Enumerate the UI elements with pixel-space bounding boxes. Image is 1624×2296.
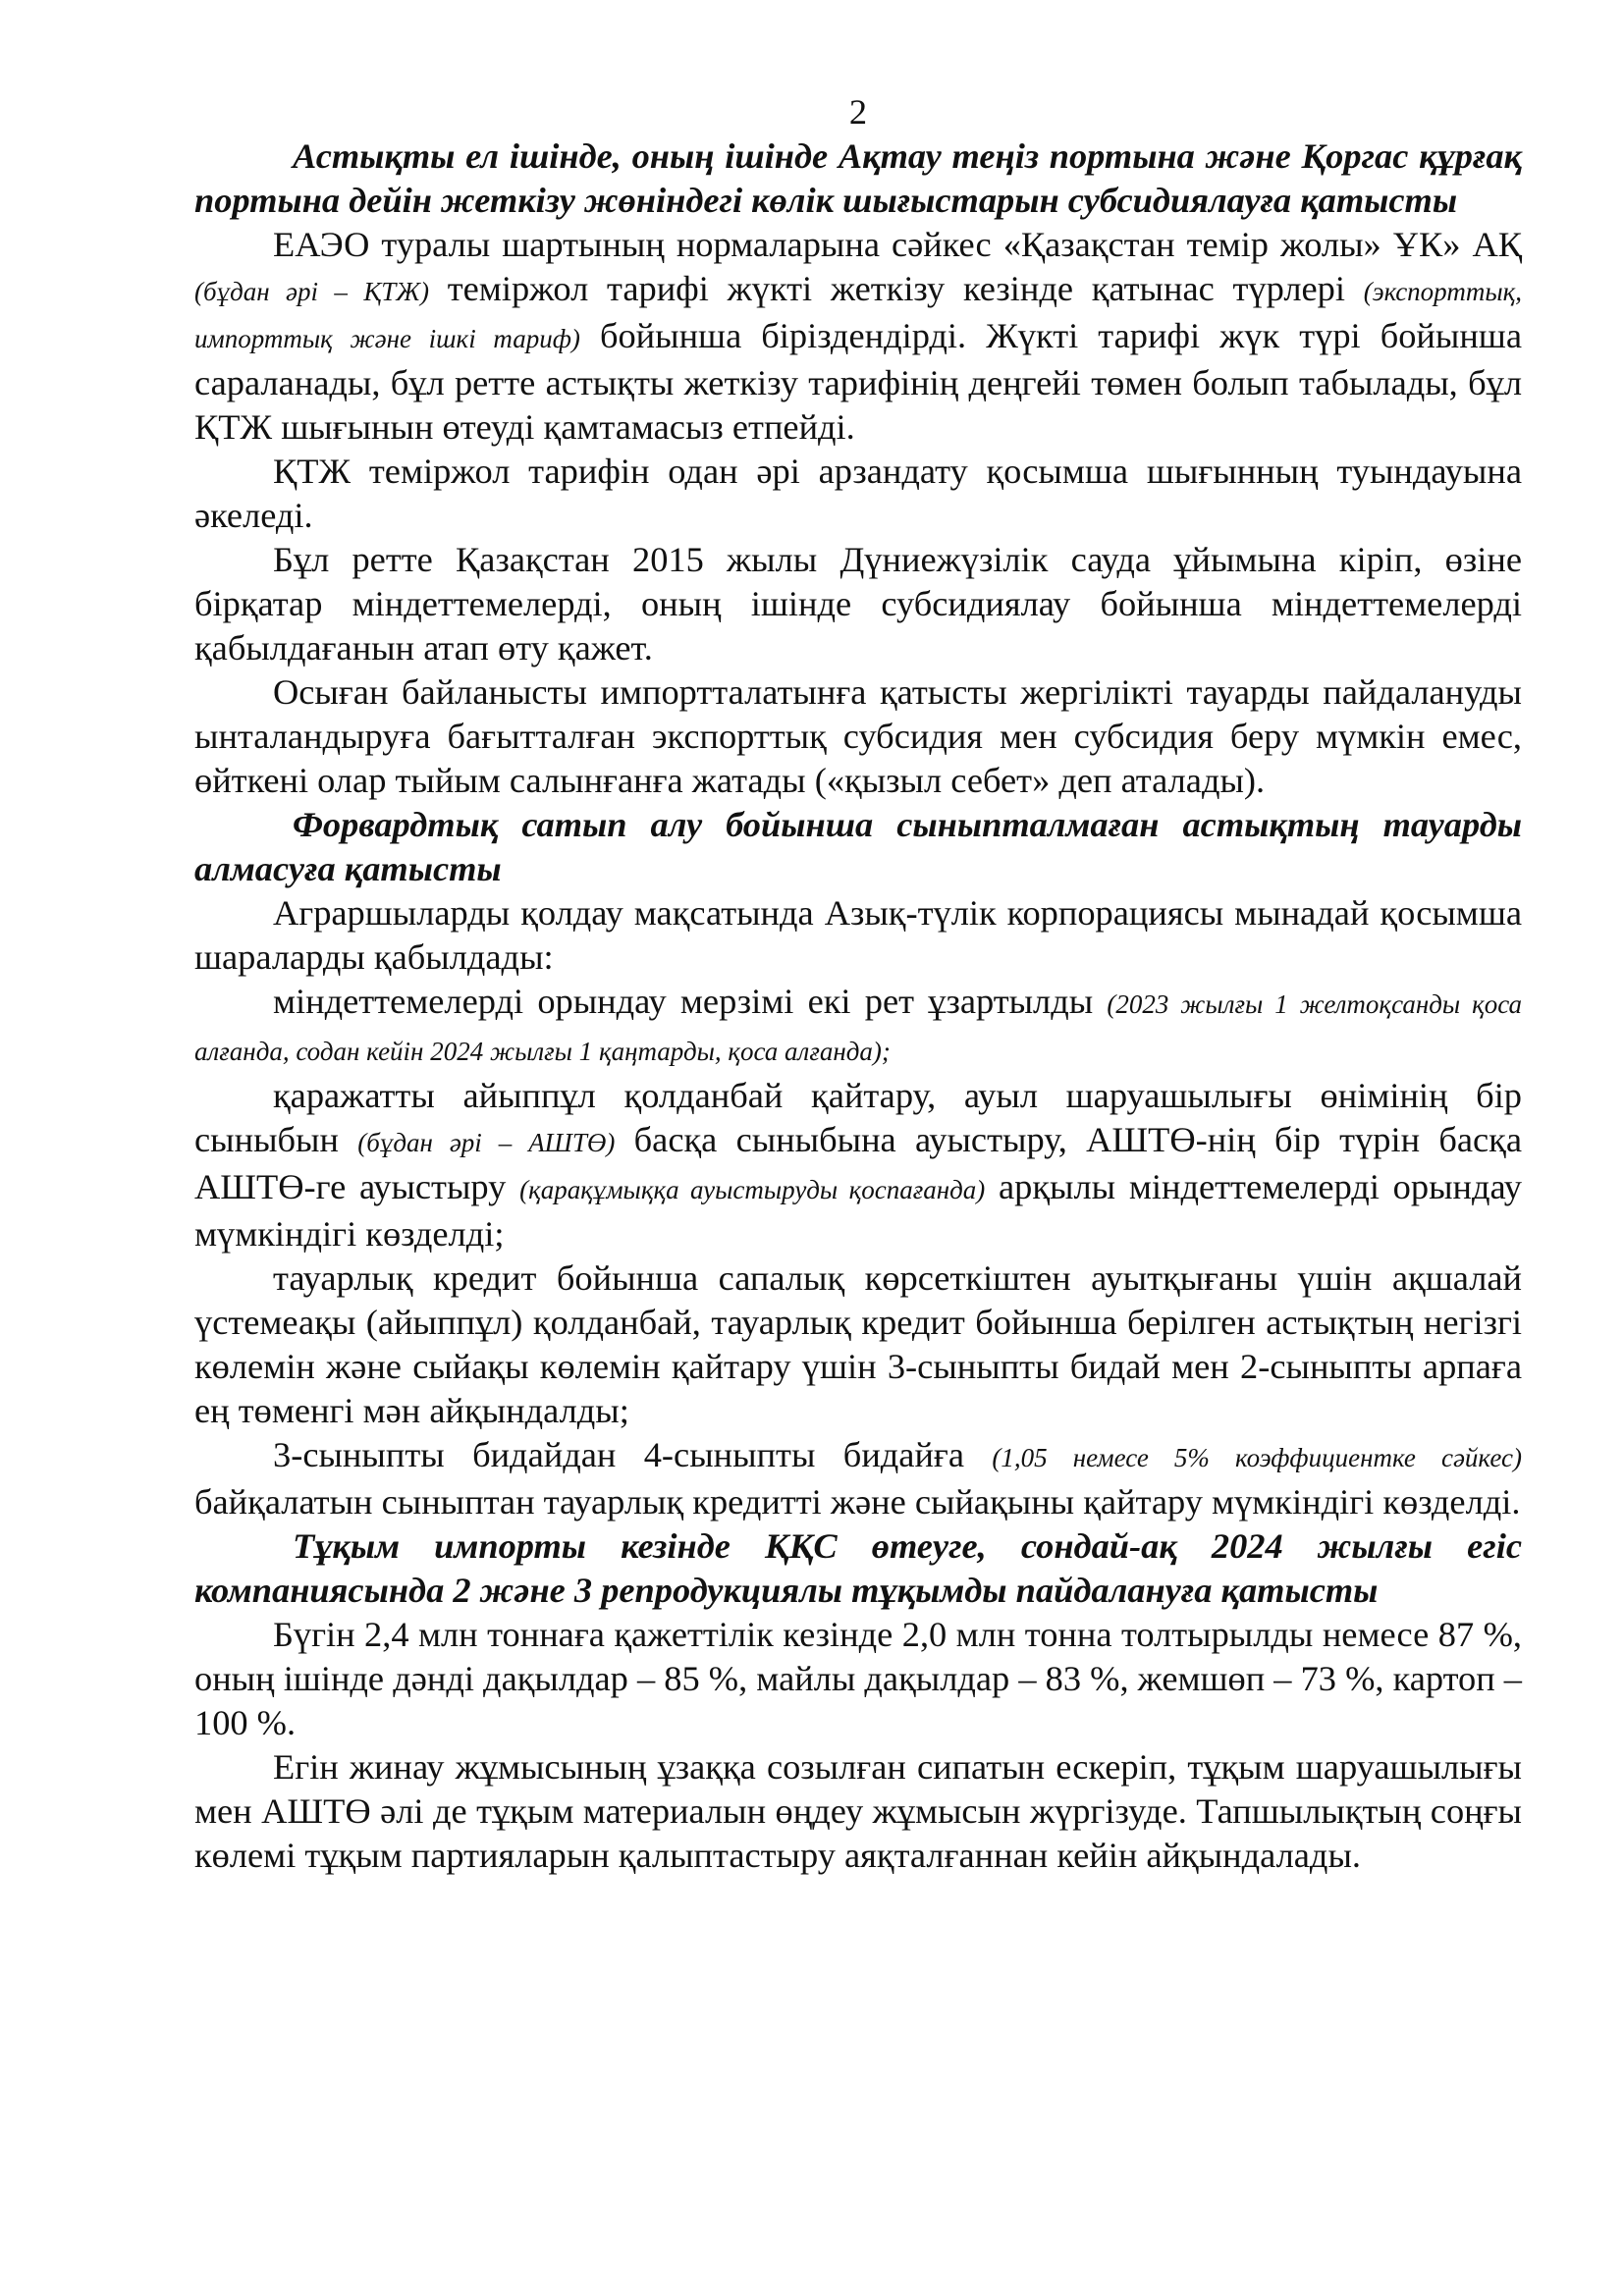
section-heading-transport-subsidy: Астықты ел ішінде, оның ішінде Ақтау теңіз портына және Қоргас құрғақ портына дейін жеткізу жөніндегі көлік шығыстарын субсидиялауға қатысты [194,136,1522,220]
paragraph-text: бойынша біріздендірді. Жүкті тарифі жүк түрі бойынша сараланады, бұл ретте астықты жеткізу тарифінің деңгейі төмен болып табылады, бұл ҚТЖ шығынын өтеуді қамтамасыз етпейді. [194,316,1522,447]
paragraph-support-measures: Аграршыларды қолдау мақсатында Азық-түлік корпорациясы мынадай қосымша шараларды қабылдады: [194,893,1522,977]
paragraph-text: ЕАЭО туралы шартының нормаларына сәйкес «Қазақстан темір жолы» ҰК» АҚ [273,225,1522,264]
paragraph-text: 3-сыныпты бидайдан 4-сыныпты бидайға [273,1435,993,1474]
paragraph-wto: Бұл ретте Қазақстан 2015 жылы Дүниежүзілік сауда ұйымына кіріп, өзіне бірқатар міндеттемелерді, оның ішінде субсидиялау бойынша міндеттемелерді қабылдағанын атап өту қажет. [194,540,1522,667]
paragraph-return-funds [194,1074,1522,1256]
paragraph-tariff-reduction: ҚТЖ теміржол тарифін одан әрі арзандату қосымша шығынның туындауына әкеледі. [194,452,1522,535]
inline-note: (бұдан әрі – АШТӨ) [357,1128,616,1157]
inline-note: (2023 жылғы 1 желтоқсанды қоса алғанда, содан кейін 2024 жылғы 1 қаңтарды, қоса алғанда); [194,989,1522,1066]
paragraph-ktzh-tariff [194,223,1522,450]
inline-note: (бұдан әрі – ҚТЖ) [194,277,429,306]
page-number: 2 [848,92,868,132]
paragraph-harvest: Егін жинау жұмысының ұзаққа созылған сипатын ескеріп, тұқым шаруашылығы мен АШТӨ әлі де тұқым материалын өңдеу жұмысын жүргізуде. Тапшылықтың соңғы көлемі тұқым партияларын қалыптастыру аяқталғаннан кейін айқындалады. [194,1747,1522,1875]
paragraph-deadline-extended [194,980,1522,1074]
paragraph-seed-needs: Бүгін 2,4 млн тоннаға қажеттілік кезінде 2,0 млн тонна толтырылды немесе 87 %, оның ішінде дәнді дақылдар – 85 %, майлы дақылдар – 83 %, жемшөп – 73 %, картоп – 100 %. [194,1615,1522,1742]
paragraph-text: байқалатын сыныптан тауарлық кредитті және сыйақыны қайтару мүмкіндігі көзделді. [194,1482,1521,1522]
paragraph-class-conversion [194,1433,1522,1524]
paragraph-text: теміржол тарифі жүкті жеткізу кезінде қатынас түрлері [429,269,1364,308]
paragraph-text: міндеттемелерді орындау мерзімі екі рет ұзартылды [273,982,1108,1021]
document-page [194,90,1522,1878]
paragraph-commodity-credit: тауарлық кредит бойынша сапалық көрсеткіштен ауытқығаны үшін ақшалай үстемеақы (айыппұл) қолданбай, тауарлық кредит бойынша берілген астықтың негізгі көлемін және сыйақы көлемін қайтару үшін 3-сыныпты бидай мен 2-сыныпты арпаға ең төменгі мән айқындалды; [194,1258,1522,1430]
paragraph-text: басқа сыныбына ауыстыру, АШТӨ-нің бір түрін басқа АШТӨ-ге ауыстыру [194,1120,1522,1206]
section-heading-forward-purchase: Форвардтық сатып алу бойынша сыныпталмаған астықтың тауарды алмасуға қатысты [194,805,1522,888]
inline-note: (экспорттық, импорттық және ішкі тариф) [194,277,1522,353]
inline-note: (қарақұмыққа ауыстыруды қоспағанда) [519,1175,986,1204]
paragraph-text: қаражатты айыппұл қолданбай қайтару, ауыл шаруашылығы өнімінің бір сыныбын [194,1076,1522,1159]
paragraph-text: арқылы міндеттемелерді орындау мүмкіндігі көзделді; [194,1167,1523,1254]
paragraph-red-basket: Осыған байланысты импортталатынға қатысты жергілікті тауарды пайдалануды ынталандыруға бағытталған экспорттық субсидия мен субсидия беру мүмкін емес, өйткені олар тыйым салынғанға жатады («қызыл себет» деп аталады). [194,672,1522,800]
section-heading-seed-import: Тұқым импорты кезінде ҚҚС өтеуге, сондай-ақ 2024 жылғы егіс компаниясында 2 және 3 репродукциялы тұқымды пайдалануға қатысты [194,1526,1522,1610]
inline-note: (1,05 немесе 5% коэффициентке сәйкес) [992,1443,1522,1472]
